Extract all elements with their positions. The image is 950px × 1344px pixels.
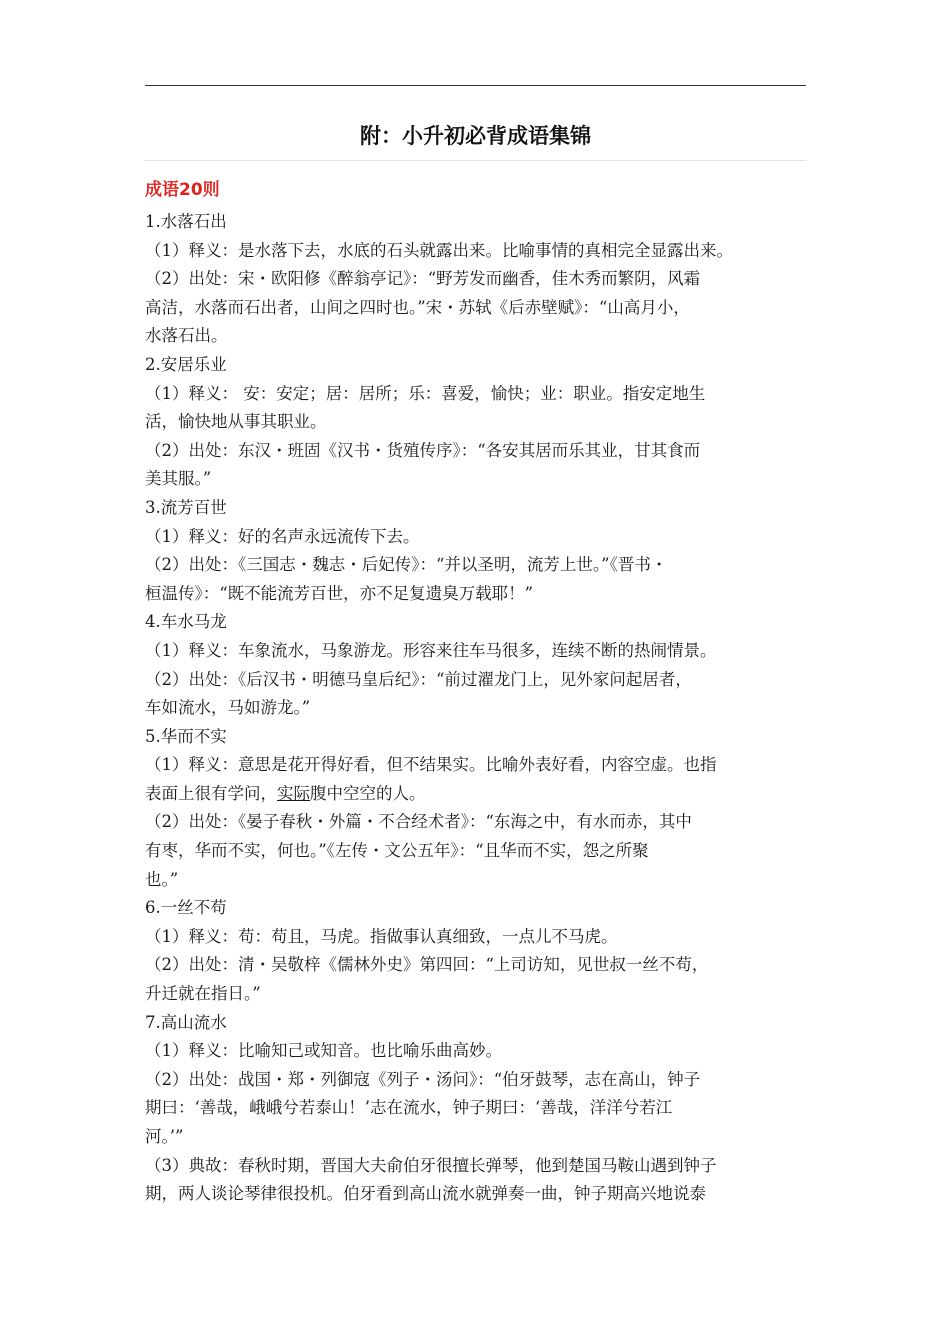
entry-line: 期，两人谈论琴律很投机。伯牙看到高山流水就弹奏一曲，钟子期高兴地说泰	[145, 1184, 706, 1204]
idiom-entry	[145, 351, 806, 494]
idiom-entry	[145, 494, 806, 608]
entry-line: 升迁就在指日。”	[145, 984, 261, 1004]
idiom-entry	[145, 208, 806, 351]
entry-line: （1）释义：好的名声永远流传下去。	[145, 526, 420, 546]
entry-line: （2）出处：《晏子春秋・外篇・不合经术者》：“东海之中，有水而赤，其中	[145, 812, 692, 832]
entry-line: 也。”	[145, 869, 179, 889]
title-divider	[145, 160, 806, 161]
entry-line: （1）释义：比喻知己或知音。也比喻乐曲高妙。	[145, 1041, 502, 1061]
entry-line: 河。’”	[145, 1127, 184, 1146]
entry-text: 表面上很有学问，	[145, 783, 277, 803]
entry-line: （1）释义：是水落下去，水底的石头就露出来。比喻事情的真相完全显露出来。	[145, 240, 733, 260]
entry-line: 有枣，华而不实，何也。”《左传・文公五年》：“且华而不实，怨之所聚	[145, 841, 649, 861]
header-rule	[145, 85, 806, 86]
entry-line: （2）出处：东汉・班固《汉书・货殖传序》：“各安其居而乐其业，甘其食而	[145, 440, 701, 460]
idiom-heading: 5.华而不实	[145, 726, 227, 746]
entry-line: （2）出处：战国・郑・列御寇《列子・汤问》：“伯牙鼓琴，志在高山，钟子	[145, 1069, 701, 1089]
idiom-heading: 6.一丝不苟	[145, 898, 227, 918]
entry-line: 水落石出。	[145, 326, 228, 346]
section-heading: 成语20则	[145, 180, 220, 200]
underlined-word: 实际	[277, 783, 310, 803]
entry-text: 腹中空空的人。	[310, 783, 426, 803]
entry-line: （2）出处：清・吴敬梓《儒林外史》第四回：“上司访知，见世叔一丝不苟，	[145, 955, 709, 975]
entry-line: （1）释义： 安：安定；居：居所；乐：喜爱，愉快；业：职业。指安定地生	[145, 383, 706, 403]
page-title: 附：小升初必背成语集锦	[360, 123, 591, 148]
entry-line: （1）释义：车象流水，马象游龙。形容来往车马很多，连续不断的热闹情景。	[145, 640, 717, 660]
idiom-heading: 2.安居乐业	[145, 354, 227, 374]
entry-line: （3）典故：春秋时期，晋国大夫俞伯牙很擅长弹琴，他到楚国马鞍山遇到钟子	[145, 1155, 717, 1175]
idiom-heading: 4.车水马龙	[145, 612, 227, 632]
entry-line: 桓温传》：“既不能流芳百世，亦不足复遗臭万载耶！”	[145, 583, 534, 603]
entry-line	[145, 780, 806, 809]
entry-line: （1）释义：苟：苟且，马虎。指做事认真细致，一点儿不马虎。	[145, 926, 618, 946]
idiom-heading: 1.水落石出	[145, 212, 227, 231]
entry-line: （2）出处：《后汉书・明德马皇后纪》：“前过濯龙门上，见外家问起居者，	[145, 669, 692, 689]
idiom-entry	[145, 1009, 806, 1209]
entry-line: 美其服。”	[145, 469, 212, 489]
entry-line: （1）释义：意思是花开得好看，但不结果实。比喻外表好看，内容空虚。也指	[145, 755, 717, 775]
idiom-entry	[145, 894, 806, 1008]
idiom-entry	[145, 608, 806, 722]
entry-line: （2）出处：宋・欧阳修《醉翁亭记》：“野芳发而幽香，佳木秀而繁阴，风霜	[145, 269, 701, 289]
idiom-heading: 7.高山流水	[145, 1012, 227, 1032]
idiom-list	[145, 208, 806, 1209]
entry-line: 高洁，水落而石出者，山间之四时也。”宋・苏轼《后赤壁赋》：“山高月小，	[145, 297, 690, 317]
entry-line: 活，愉快地从事其职业。	[145, 412, 327, 432]
entry-line: （2）出处：《三国志・魏志・后妃传》：“并以圣明，流芳上世。”《晋书・	[145, 555, 668, 575]
entry-line: 期曰：‘善哉，峨峨兮若泰山！’志在流水，钟子期曰：‘善哉，洋洋兮若江	[145, 1098, 673, 1118]
idiom-entry	[145, 723, 806, 895]
idiom-heading: 3.流芳百世	[145, 497, 227, 517]
entry-line: 车如流水，马如游龙。”	[145, 698, 311, 718]
